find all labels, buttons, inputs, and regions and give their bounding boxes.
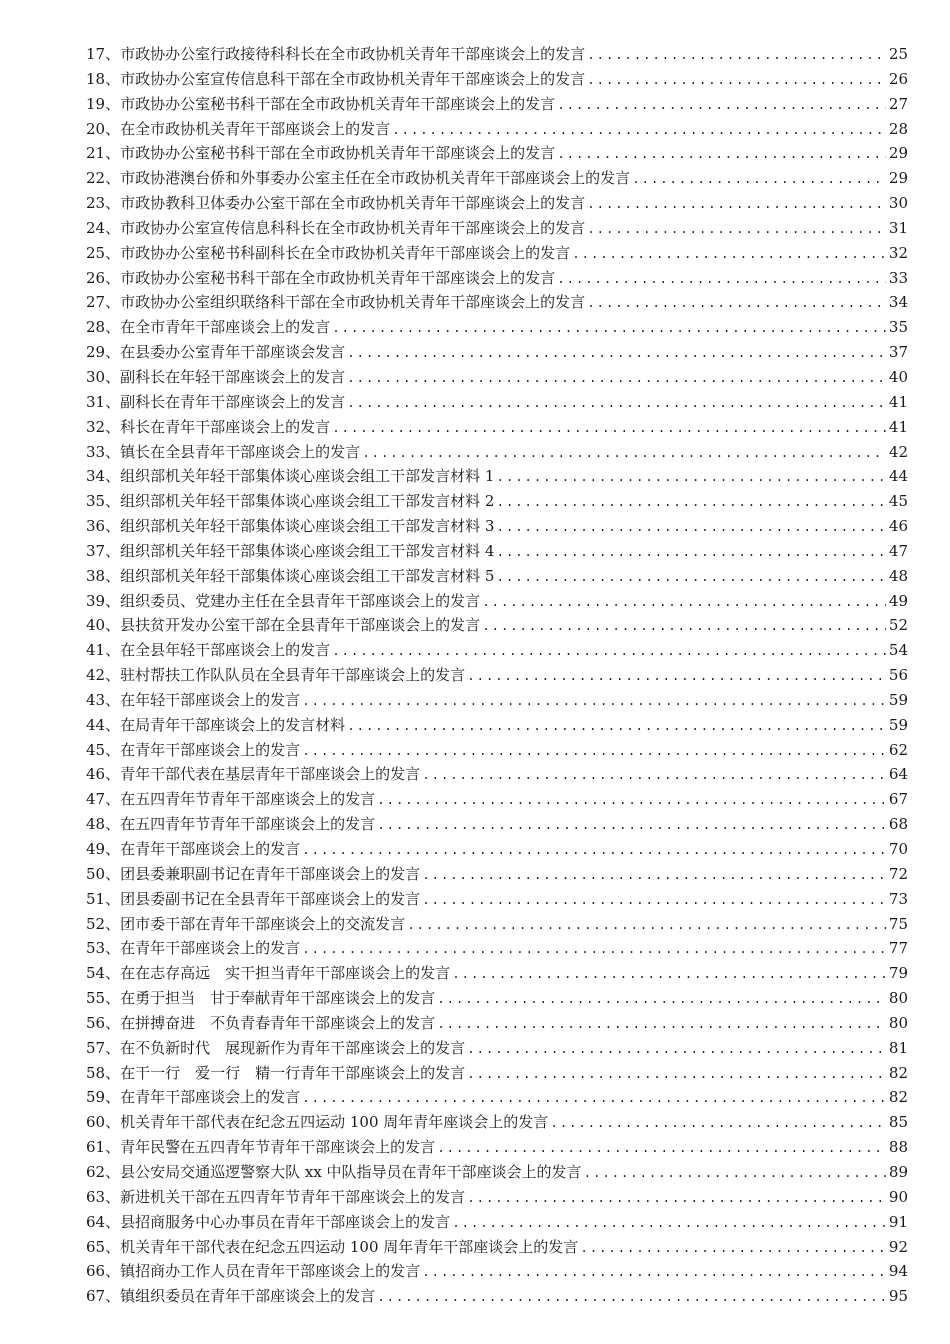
toc-entry-page-number: 64: [888, 765, 908, 784]
toc-entry-page-number: 67: [888, 790, 908, 809]
toc-entry[interactable]: [86, 937, 908, 962]
toc-dot-leader: [496, 570, 886, 585]
toc-entry-title: 27、市政协办公室组织联络科干部在全市政协机关青年干部座谈会上的发言: [86, 293, 586, 312]
toc-entry-title: 52、团市委干部在青年干部座谈会上的交流发言: [86, 914, 406, 933]
toc-dot-leader: [362, 446, 886, 461]
toc-entry[interactable]: [86, 639, 908, 664]
toc-entry-title: 54、在在志存高远 实干担当青年干部座谈会上的发言: [86, 964, 451, 983]
toc-dot-leader: [580, 1241, 886, 1256]
toc-entry-page-number: 32: [888, 243, 908, 262]
toc-entry[interactable]: [86, 316, 908, 341]
toc-dot-leader: [332, 321, 886, 336]
toc-entry-title: 55、在勇于担当 甘于奉献青年干部座谈会上的发言: [86, 989, 436, 1008]
toc-entry-title: 24、市政协办公室宣传信息科科长在全市政协机关青年干部座谈会上的发言: [86, 218, 586, 237]
toc-entry[interactable]: [86, 763, 908, 788]
toc-entry-title: 50、团县委兼职副书记在青年干部座谈会上的发言: [86, 864, 421, 883]
toc-entry[interactable]: [86, 1012, 908, 1037]
toc-dot-leader: [452, 1216, 886, 1231]
toc-dot-leader: [377, 793, 886, 808]
toc-dot-leader: [422, 893, 886, 908]
toc-entry[interactable]: [86, 167, 908, 192]
toc-entry-page-number: 90: [888, 1187, 908, 1206]
toc-entry-page-number: 88: [888, 1138, 908, 1157]
toc-dot-leader: [557, 98, 886, 113]
toc-entry-page-number: 91: [888, 1212, 908, 1231]
toc-dot-leader: [467, 1042, 886, 1057]
toc-entry[interactable]: [86, 1186, 908, 1211]
toc-entry-title: 25、市政协办公室秘书科副科长在全市政协机关青年干部座谈会上的发言: [86, 243, 571, 262]
toc-entry-page-number: 62: [888, 740, 908, 759]
toc-entry-title: 57、在不负新时代 展现新作为青年干部座谈会上的发言: [86, 1038, 466, 1057]
toc-dot-leader: [437, 992, 886, 1007]
table-of-contents: [86, 43, 908, 1310]
toc-entry-page-number: 95: [888, 1287, 908, 1306]
toc-entry[interactable]: [86, 142, 908, 167]
toc-entry[interactable]: [86, 987, 908, 1012]
toc-dot-leader: [422, 1265, 886, 1280]
toc-entry[interactable]: [86, 863, 908, 888]
toc-dot-leader: [496, 520, 886, 535]
toc-entry[interactable]: [86, 93, 908, 118]
toc-entry-title: 53、在青年干部座谈会上的发言: [86, 939, 301, 958]
toc-entry[interactable]: [86, 1260, 908, 1285]
toc-entry-page-number: 72: [888, 864, 908, 883]
toc-dot-leader: [347, 371, 886, 386]
toc-entry-title: 44、在局青年干部座谈会上的发言材料: [86, 715, 346, 734]
toc-dot-leader: [557, 147, 886, 162]
toc-dot-leader: [422, 768, 886, 783]
toc-entry[interactable]: [86, 913, 908, 938]
toc-dot-leader: [302, 744, 886, 759]
toc-entry-page-number: 54: [888, 641, 908, 660]
toc-dot-leader: [584, 1166, 886, 1181]
toc-entry-page-number: 73: [888, 889, 908, 908]
toc-entry[interactable]: [86, 267, 908, 292]
toc-entry-page-number: 59: [888, 715, 908, 734]
toc-entry[interactable]: [86, 540, 908, 565]
toc-entry-page-number: 42: [888, 442, 908, 461]
toc-dot-leader: [587, 73, 886, 88]
toc-entry-page-number: 85: [888, 1113, 908, 1132]
toc-entry-title: 39、组织委员、党建办主任在全县青年干部座谈会上的发言: [86, 591, 481, 610]
toc-dot-leader: [347, 346, 886, 361]
toc-entry-title: 38、组织部机关年轻干部集体谈心座谈会组工干部发言材料 5: [86, 566, 495, 585]
toc-entry-title: 21、市政协办公室秘书科干部在全市政协机关青年干部座谈会上的发言: [86, 144, 556, 163]
toc-entry-title: 17、市政协办公室行政接待科科长在全市政协机关青年干部座谈会上的发言: [86, 45, 586, 63]
toc-entry[interactable]: [86, 590, 908, 615]
toc-entry-page-number: 45: [888, 492, 908, 511]
toc-entry[interactable]: [86, 813, 908, 838]
toc-dot-leader: [452, 967, 886, 982]
toc-dot-leader: [587, 222, 886, 237]
toc-entry-page-number: 31: [888, 218, 908, 237]
toc-dot-leader: [392, 123, 886, 138]
toc-entry[interactable]: [86, 43, 908, 68]
toc-entry-title: 35、组织部机关年轻干部集体谈心座谈会组工干部发言材料 2: [86, 492, 495, 511]
toc-dot-leader: [587, 296, 886, 311]
toc-dot-leader: [632, 172, 886, 187]
toc-entry[interactable]: [86, 1037, 908, 1062]
toc-dot-leader: [302, 694, 886, 709]
toc-entry-page-number: 27: [888, 94, 908, 113]
toc-entry-title: 46、青年干部代表在基层青年干部座谈会上的发言: [86, 765, 421, 784]
toc-entry[interactable]: [86, 1161, 908, 1186]
toc-entry-page-number: 82: [888, 1063, 908, 1082]
toc-dot-leader: [377, 818, 886, 833]
toc-entry-title: 23、市政协教科卫体委办公室干部在全市政协机关青年干部座谈会上的发言: [86, 194, 586, 213]
toc-entry[interactable]: [86, 242, 908, 267]
toc-entry[interactable]: [86, 490, 908, 515]
toc-dot-leader: [467, 1191, 886, 1206]
toc-dot-leader: [437, 1017, 886, 1032]
toc-entry[interactable]: [86, 416, 908, 441]
toc-entry[interactable]: [86, 118, 908, 143]
toc-entry-title: 58、在干一行 爱一行 精一行青年干部座谈会上的发言: [86, 1063, 466, 1082]
toc-dot-leader: [302, 942, 886, 957]
toc-entry[interactable]: [86, 838, 908, 863]
toc-entry[interactable]: [86, 192, 908, 217]
toc-entry-title: 36、组织部机关年轻干部集体谈心座谈会组工干部发言材料 3: [86, 517, 495, 536]
toc-dot-leader: [587, 197, 886, 212]
toc-entry[interactable]: [86, 664, 908, 689]
toc-entry-title: 47、在五四青年节青年干部座谈会上的发言: [86, 790, 376, 809]
toc-entry[interactable]: [86, 1236, 908, 1261]
toc-entry-title: 34、组织部机关年轻干部集体谈心座谈会组工干部发言材料 1: [86, 467, 495, 486]
toc-dot-leader: [587, 48, 886, 63]
toc-entry-page-number: 56: [888, 666, 908, 685]
toc-entry-title: 30、副科长在年轻干部座谈会上的发言: [86, 367, 346, 386]
toc-dot-leader: [377, 1290, 886, 1305]
toc-entry[interactable]: [86, 341, 908, 366]
toc-entry[interactable]: [86, 1062, 908, 1087]
toc-entry-title: 60、机关青年干部代表在纪念五四运动 100 周年青年座谈会上的发言: [86, 1113, 549, 1132]
toc-entry[interactable]: [86, 291, 908, 316]
toc-entry-page-number: 52: [888, 616, 908, 635]
toc-entry-page-number: 33: [888, 268, 908, 287]
toc-entry[interactable]: [86, 441, 908, 466]
toc-entry-title: 19、市政协办公室秘书科干部在全市政协机关青年干部座谈会上的发言: [86, 94, 556, 113]
toc-entry[interactable]: [86, 1136, 908, 1161]
toc-dot-leader: [332, 644, 886, 659]
toc-dot-leader: [496, 495, 886, 510]
toc-entry-page-number: 82: [888, 1088, 908, 1107]
toc-entry-title: 33、镇长在全县青年干部座谈会上的发言: [86, 442, 361, 461]
toc-dot-leader: [302, 1091, 886, 1106]
toc-entry-page-number: 92: [888, 1237, 908, 1256]
toc-dot-leader: [302, 843, 886, 858]
toc-entry-title: 42、驻村帮扶工作队队员在全县青年干部座谈会上的发言: [86, 666, 466, 685]
toc-dot-leader: [347, 396, 886, 411]
toc-dot-leader: [422, 868, 886, 883]
toc-entry-page-number: 41: [888, 417, 908, 436]
toc-entry-title: 61、青年民警在五四青年节青年干部座谈会上的发言: [86, 1138, 436, 1157]
toc-entry-title: 41、在全县年轻干部座谈会上的发言: [86, 641, 331, 660]
toc-entry-page-number: 35: [888, 318, 908, 337]
toc-entry-title: 45、在青年干部座谈会上的发言: [86, 740, 301, 759]
toc-entry-page-number: 29: [888, 144, 908, 163]
toc-entry-page-number: 25: [888, 45, 908, 63]
toc-entry-page-number: 47: [888, 541, 908, 560]
toc-entry-page-number: 30: [888, 194, 908, 213]
toc-entry-page-number: 77: [888, 939, 908, 958]
toc-entry[interactable]: [86, 515, 908, 540]
toc-entry[interactable]: [86, 689, 908, 714]
toc-entry-page-number: 49: [888, 591, 908, 610]
toc-entry-page-number: 46: [888, 517, 908, 536]
toc-entry[interactable]: [86, 614, 908, 639]
toc-dot-leader: [467, 1067, 886, 1082]
toc-entry-title: 22、市政协港澳台侨和外事委办公室主任在全市政协机关青年干部座谈会上的发言: [86, 169, 631, 188]
toc-entry-title: 49、在青年干部座谈会上的发言: [86, 840, 301, 858]
toc-dot-leader: [550, 1116, 886, 1131]
toc-entry[interactable]: [86, 1285, 908, 1310]
toc-entry-page-number: 37: [888, 343, 908, 362]
toc-entry-title: 28、在全市青年干部座谈会上的发言: [86, 318, 331, 337]
toc-dot-leader: [557, 272, 886, 287]
toc-entry[interactable]: [86, 714, 908, 739]
toc-entry-title: 56、在拼搏奋进 不负青春青年干部座谈会上的发言: [86, 1013, 436, 1032]
toc-entry-title: 63、新进机关干部在五四青年节青年干部座谈会上的发言: [86, 1187, 466, 1206]
toc-entry-title: 29、在县委办公室青年干部座谈会发言: [86, 343, 346, 362]
toc-entry-title: 37、组织部机关年轻干部集体谈心座谈会组工干部发言材料 4: [86, 541, 495, 560]
toc-entry-page-number: 34: [888, 293, 908, 312]
toc-entry-page-number: 59: [888, 690, 908, 709]
toc-entry-title: 66、镇招商办工作人员在青年干部座谈会上的发言: [86, 1262, 421, 1281]
toc-entry-page-number: 80: [888, 989, 908, 1008]
toc-entry-title: 65、机关青年干部代表在纪念五四运动 100 周年青年干部座谈会上的发言: [86, 1237, 579, 1256]
toc-entry-page-number: 26: [888, 69, 908, 88]
toc-entry[interactable]: [86, 1211, 908, 1236]
toc-entry[interactable]: [86, 68, 908, 93]
toc-dot-leader: [467, 669, 886, 684]
toc-entry-page-number: 68: [888, 815, 908, 834]
toc-entry-page-number: 89: [888, 1162, 908, 1181]
toc-dot-leader: [347, 719, 886, 734]
toc-entry-page-number: 29: [888, 169, 908, 188]
toc-entry-page-number: 41: [888, 392, 908, 411]
toc-entry-page-number: 28: [888, 119, 908, 138]
toc-entry-page-number: 48: [888, 566, 908, 585]
toc-entry[interactable]: [86, 1111, 908, 1136]
toc-entry-title: 64、县招商服务中心办事员在青年干部座谈会上的发言: [86, 1212, 451, 1231]
toc-entry[interactable]: [86, 366, 908, 391]
toc-entry-title: 62、县公安局交通巡逻警察大队 xx 中队指导员在青年干部座谈会上的发言: [86, 1162, 582, 1181]
toc-entry-page-number: 79: [888, 964, 908, 983]
toc-entry-page-number: 81: [888, 1038, 908, 1057]
toc-entry[interactable]: [86, 1086, 908, 1111]
toc-dot-leader: [572, 247, 886, 262]
toc-entry-title: 32、科长在青年干部座谈会上的发言: [86, 417, 331, 436]
toc-entry-title: 40、县扶贫开发办公室干部在全县青年干部座谈会上的发言: [86, 616, 481, 635]
toc-dot-leader: [496, 545, 886, 560]
toc-dot-leader: [482, 619, 886, 634]
toc-entry[interactable]: [86, 788, 908, 813]
toc-entry-title: 20、在全市政协机关青年干部座谈会上的发言: [86, 119, 391, 138]
toc-entry-title: 51、团县委副书记在全县青年干部座谈会上的发言: [86, 889, 421, 908]
toc-entry-page-number: 70: [888, 840, 908, 858]
toc-entry[interactable]: [86, 888, 908, 913]
toc-entry-page-number: 75: [888, 914, 908, 933]
toc-dot-leader: [496, 470, 886, 485]
toc-entry-title: 43、在年轻干部座谈会上的发言: [86, 690, 301, 709]
toc-entry[interactable]: [86, 739, 908, 764]
toc-dot-leader: [407, 918, 886, 933]
toc-entry-page-number: 40: [888, 367, 908, 386]
toc-entry-title: 26、市政协办公室秘书科干部在全市政协机关青年干部座谈会上的发言: [86, 268, 556, 287]
toc-entry[interactable]: [86, 565, 908, 590]
toc-entry[interactable]: [86, 217, 908, 242]
toc-entry[interactable]: [86, 465, 908, 490]
toc-dot-leader: [482, 595, 886, 610]
toc-entry-title: 18、市政协办公室宣传信息科干部在全市政协机关青年干部座谈会上的发言: [86, 69, 586, 88]
toc-entry-title: 31、副科长在青年干部座谈会上的发言: [86, 392, 346, 411]
toc-entry-title: 67、镇组织委员在青年干部座谈会上的发言: [86, 1287, 376, 1306]
toc-entry[interactable]: [86, 962, 908, 987]
toc-entry-title: 48、在五四青年节青年干部座谈会上的发言: [86, 815, 376, 834]
toc-entry-page-number: 94: [888, 1262, 908, 1281]
toc-entry-page-number: 80: [888, 1013, 908, 1032]
toc-dot-leader: [332, 421, 886, 436]
toc-entry-title: 59、在青年干部座谈会上的发言: [86, 1088, 301, 1107]
toc-dot-leader: [437, 1141, 886, 1156]
toc-entry[interactable]: [86, 391, 908, 416]
toc-entry-page-number: 44: [888, 467, 908, 486]
